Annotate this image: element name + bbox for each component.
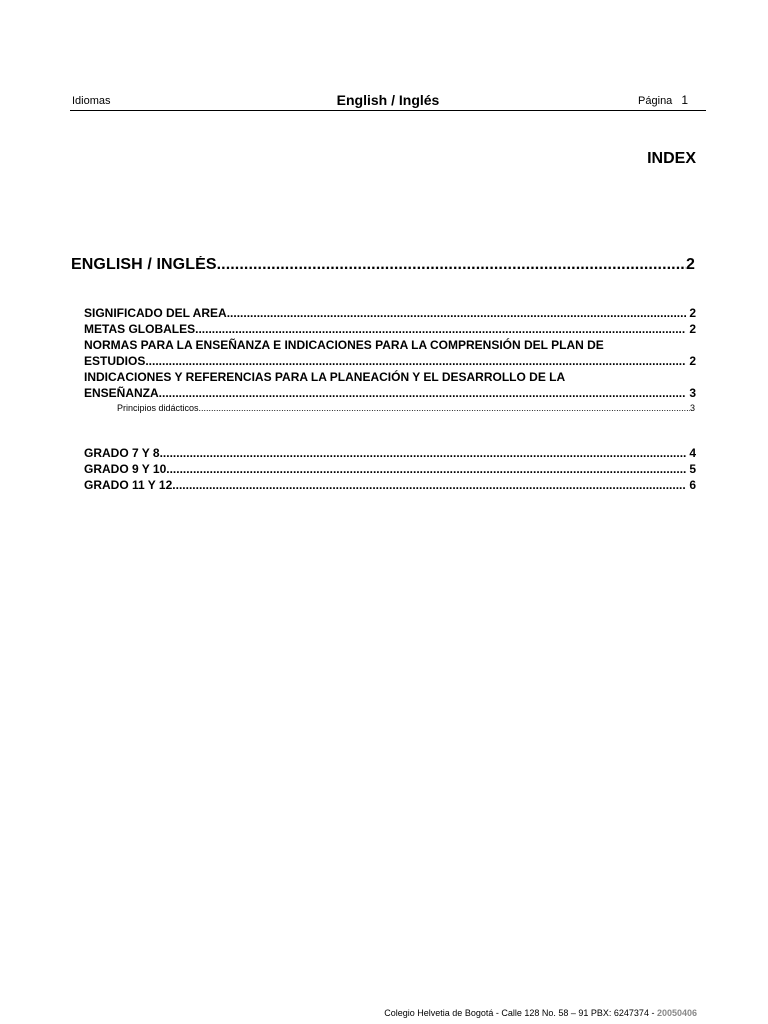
toc-leader	[172, 478, 686, 492]
footer-code: 20050406	[656, 1008, 697, 1018]
toc-leader	[217, 256, 686, 274]
toc-leader	[159, 386, 687, 400]
toc-entry-grado-9-10[interactable]	[84, 462, 696, 476]
toc-entry-english[interactable]	[71, 256, 695, 274]
header-title: English / Inglés	[336, 92, 440, 108]
toc-entry-title: ENSEÑANZA	[84, 386, 159, 400]
toc-entry-title: ESTUDIOS	[84, 354, 146, 368]
toc-leader	[166, 462, 686, 476]
toc-entry-grado-7-8[interactable]	[84, 446, 696, 460]
toc-entry-page: 5	[689, 462, 696, 476]
toc-entry-title: Principios didácticos	[117, 403, 199, 413]
toc-leader	[199, 403, 690, 413]
toc-entry-principios[interactable]	[117, 403, 695, 413]
toc-entry-page: 6	[689, 478, 696, 492]
header-page-label: Página	[638, 95, 673, 107]
toc-entry-page: 2	[689, 354, 696, 368]
header-page	[638, 93, 688, 107]
toc-entry-title: SIGNIFICADO DEL AREA	[84, 306, 227, 320]
toc-leader	[145, 354, 686, 368]
toc-entry-page: 2	[686, 256, 695, 273]
toc-entry-page: 4	[689, 446, 696, 460]
toc-entry-title: ENGLISH / INGLÉS	[71, 256, 217, 273]
toc-entry-normas[interactable]	[84, 354, 696, 368]
toc-entry-indicaciones[interactable]	[84, 386, 696, 400]
toc-entry-title: GRADO 11 Y 12	[84, 478, 173, 492]
header-subject: Idiomas	[72, 95, 111, 107]
index-title: INDEX	[647, 150, 696, 167]
toc-entry-grado-11-12[interactable]	[84, 478, 696, 492]
toc-leader	[227, 306, 687, 320]
page-footer	[384, 1008, 697, 1018]
toc-entry-title: GRADO 9 Y 10	[84, 462, 167, 476]
page-header	[70, 88, 706, 111]
toc-entry-metas[interactable]	[84, 322, 696, 336]
toc-entry-significado[interactable]	[84, 306, 696, 320]
footer-address: Colegio Helvetia de Bogotá - Calle 128 No. 58 – 91 PBX: 6247374 -	[384, 1008, 657, 1018]
toc-entry-indicaciones-line1[interactable]: INDICACIONES Y REFERENCIAS PARA LA PLANEACIÓN Y EL DESARROLLO DE LA	[84, 370, 566, 384]
toc-entry-title: GRADO 7 Y 8	[84, 446, 160, 460]
toc-entry-page: 3	[689, 386, 696, 400]
toc-entry-title: METAS GLOBALES	[84, 322, 196, 336]
toc-leader	[160, 446, 687, 460]
toc-leader	[195, 322, 686, 336]
toc-entry-normas-line1[interactable]: NORMAS PARA LA ENSEÑANZA E INDICACIONES PARA LA COMPRENSIÓN DEL PLAN DE	[84, 338, 604, 352]
header-page-number: 1	[681, 93, 688, 107]
toc-entry-page: 2	[689, 306, 696, 320]
toc-entry-page: 3	[689, 403, 695, 413]
toc-entry-page: 2	[689, 322, 696, 336]
